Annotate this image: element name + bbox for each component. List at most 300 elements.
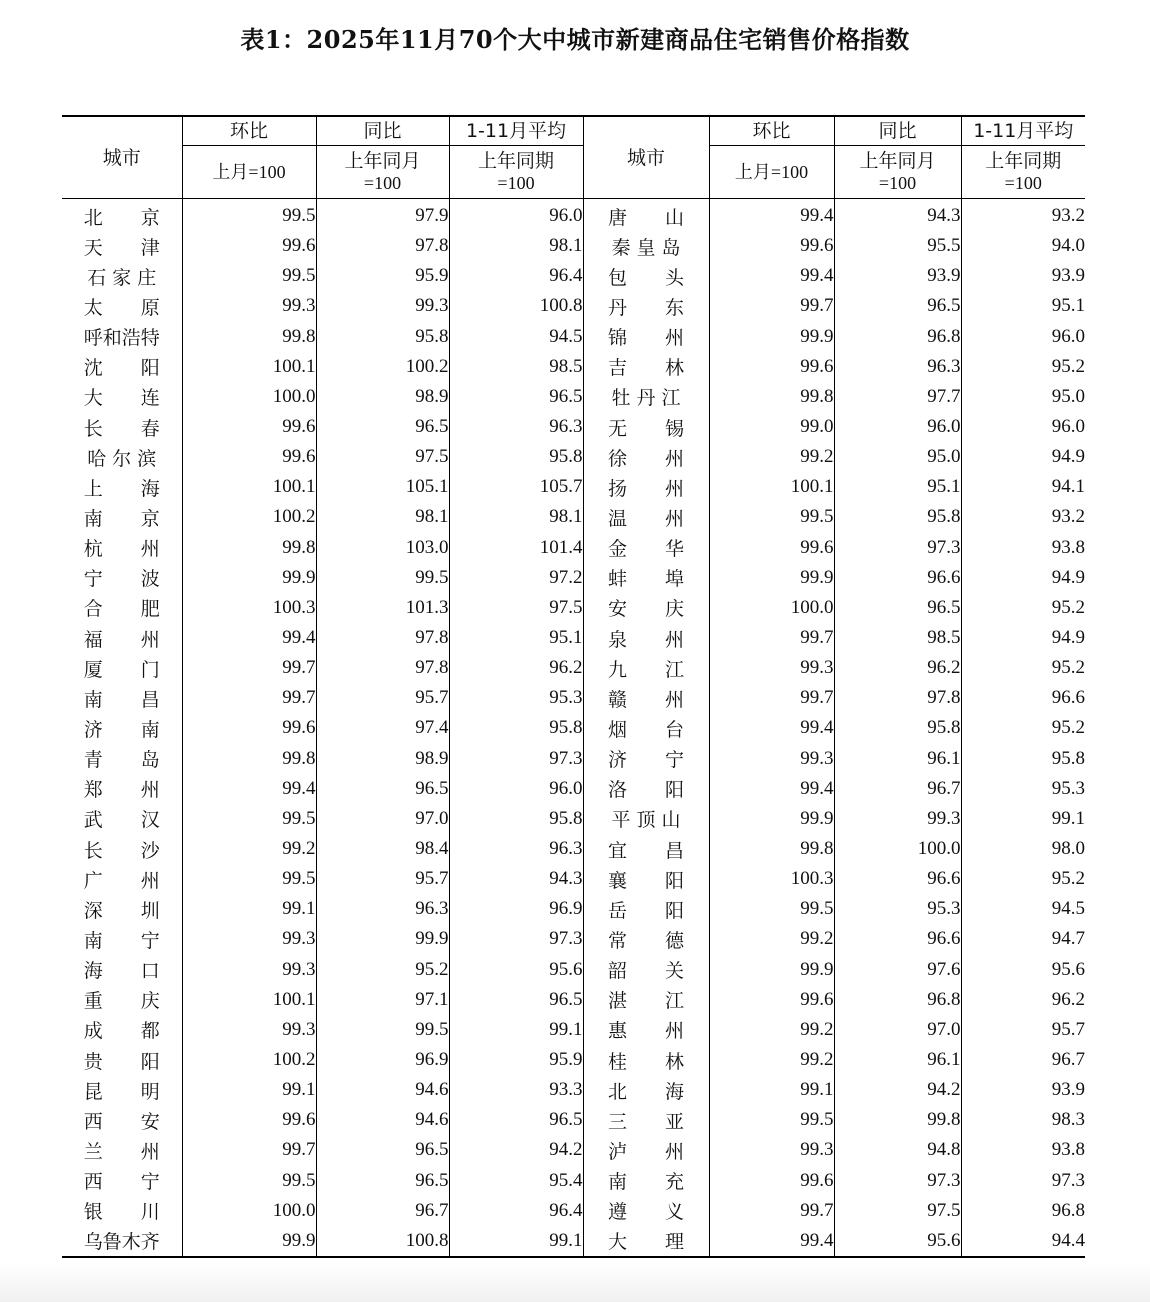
- cell-mom-right: 99.4: [709, 261, 834, 291]
- cell-city-right: 平 顶 山: [583, 804, 709, 834]
- cell-yoy-left: 97.9: [316, 199, 449, 232]
- cell-mom-left: 99.8: [182, 744, 316, 774]
- table-row: [62, 382, 1085, 412]
- cell-mom-right: 99.6: [709, 231, 834, 261]
- cell-yoy-right: 97.8: [834, 683, 961, 713]
- cell-yoy-left: 94.6: [316, 1075, 449, 1105]
- cell-city-left: 大 连: [83, 387, 160, 410]
- col-subheader-mom-left: 上月=100: [182, 146, 316, 199]
- cell-yoy-left: 105.1: [316, 472, 449, 502]
- cell-avg-left: 97.3: [449, 924, 583, 954]
- cell-avg-right: 93.9: [961, 261, 1085, 291]
- cell-avg-right: 95.2: [961, 864, 1085, 894]
- cell-mom-right: 99.0: [709, 412, 834, 442]
- cell-yoy-right: 95.8: [834, 713, 961, 743]
- cell-city-right: 安 庆: [583, 593, 709, 623]
- table-row: [62, 1226, 1085, 1257]
- cell-yoy-right: 96.6: [834, 563, 961, 593]
- page-title: 表1：2025年11月70个大中城市新建商品住宅销售价格指数: [240, 25, 910, 54]
- cell-city-left: 杭 州: [83, 538, 160, 561]
- cell-yoy-left: 97.4: [316, 713, 449, 743]
- cell-avg-left: 96.0: [449, 774, 583, 804]
- cell-avg-left: 96.4: [449, 1196, 583, 1226]
- cell-yoy-right: 94.2: [834, 1075, 961, 1105]
- cell-city-right: 济 宁: [583, 744, 709, 774]
- cell-avg-left: 95.8: [449, 442, 583, 472]
- col-subheader-yoy-left: 上年同月 =100: [316, 146, 449, 199]
- cell-mom-right: 99.4: [709, 774, 834, 804]
- cell-city-right: 遵 义: [583, 1196, 709, 1226]
- table-row: [62, 199, 1085, 232]
- cell-yoy-left: 99.3: [316, 291, 449, 321]
- cell-mom-right: 99.4: [709, 713, 834, 743]
- cell-yoy-right: 95.8: [834, 502, 961, 532]
- cell-yoy-right: 96.6: [834, 924, 961, 954]
- col-header-city-left: 城市: [62, 116, 182, 199]
- cell-yoy-left: 95.7: [316, 864, 449, 894]
- cell-avg-right: 95.8: [961, 744, 1085, 774]
- cell-city-left: 乌鲁木齐: [83, 1231, 160, 1254]
- cell-mom-right: 99.2: [709, 924, 834, 954]
- cell-mom-right: 100.0: [709, 593, 834, 623]
- cell-city-left: 重 庆: [83, 990, 160, 1013]
- cell-mom-right: 99.3: [709, 744, 834, 774]
- cell-yoy-left: 98.4: [316, 834, 449, 864]
- cell-mom-left: 99.1: [182, 894, 316, 924]
- cell-yoy-right: 96.1: [834, 744, 961, 774]
- cell-mom-right: 99.7: [709, 683, 834, 713]
- table-row: [62, 231, 1085, 261]
- table-row: [62, 804, 1085, 834]
- cell-mom-right: 99.6: [709, 1166, 834, 1196]
- cell-yoy-left: 97.0: [316, 804, 449, 834]
- cell-avg-left: 97.3: [449, 744, 583, 774]
- table-row: [62, 442, 1085, 472]
- cell-avg-left: 95.9: [449, 1045, 583, 1075]
- table-row: [62, 744, 1085, 774]
- cell-mom-right: 99.7: [709, 1196, 834, 1226]
- cell-city-right: 温 州: [583, 502, 709, 532]
- cell-avg-left: 99.1: [449, 1015, 583, 1045]
- cell-mom-right: 99.1: [709, 1075, 834, 1105]
- cell-avg-right: 95.7: [961, 1015, 1085, 1045]
- cell-yoy-left: 97.8: [316, 623, 449, 653]
- cell-yoy-left: 98.1: [316, 502, 449, 532]
- cell-yoy-left: 99.5: [316, 1015, 449, 1045]
- cell-avg-left: 94.2: [449, 1135, 583, 1165]
- cell-mom-left: 99.6: [182, 412, 316, 442]
- cell-city-left: 广 州: [83, 869, 160, 892]
- cell-city-left: 福 州: [83, 628, 160, 651]
- cell-yoy-right: 98.5: [834, 623, 961, 653]
- cell-avg-left: 96.5: [449, 1105, 583, 1135]
- cell-mom-left: 100.1: [182, 472, 316, 502]
- cell-mom-left: 99.7: [182, 683, 316, 713]
- cell-avg-right: 94.5: [961, 894, 1085, 924]
- cell-city-right: 韶 关: [583, 955, 709, 985]
- cell-yoy-right: 95.5: [834, 231, 961, 261]
- table-row: [62, 352, 1085, 382]
- cell-avg-left: 99.1: [449, 1226, 583, 1257]
- table-row: [62, 472, 1085, 502]
- cell-city-left: 长 春: [83, 417, 160, 440]
- cell-city-right: 金 华: [583, 533, 709, 563]
- cell-yoy-left: 95.8: [316, 322, 449, 352]
- cell-yoy-right: 96.8: [834, 322, 961, 352]
- cell-mom-right: 99.6: [709, 985, 834, 1015]
- cell-yoy-left: 96.5: [316, 1166, 449, 1196]
- cell-city-right: 宜 昌: [583, 834, 709, 864]
- cell-yoy-right: 97.0: [834, 1015, 961, 1045]
- cell-city-left: 成 都: [83, 1020, 160, 1043]
- cell-avg-left: 95.8: [449, 713, 583, 743]
- cell-yoy-left: 95.2: [316, 955, 449, 985]
- cell-avg-right: 94.9: [961, 563, 1085, 593]
- cell-mom-left: 99.7: [182, 653, 316, 683]
- cell-mom-right: 99.7: [709, 623, 834, 653]
- cell-avg-right: 96.7: [961, 1045, 1085, 1075]
- cell-avg-right: 95.1: [961, 291, 1085, 321]
- cell-city-left: 长 沙: [83, 839, 160, 862]
- cell-city-right: 桂 林: [583, 1045, 709, 1075]
- cell-city-left: 济 南: [83, 718, 160, 741]
- cell-mom-right: 100.3: [709, 864, 834, 894]
- cell-yoy-right: 95.6: [834, 1226, 961, 1257]
- cell-city-left: 天 津: [83, 236, 160, 259]
- cell-yoy-right: 96.1: [834, 1045, 961, 1075]
- cell-yoy-right: 97.5: [834, 1196, 961, 1226]
- cell-mom-left: 99.5: [182, 199, 316, 232]
- cell-avg-left: 96.3: [449, 412, 583, 442]
- cell-city-right: 北 海: [583, 1075, 709, 1105]
- cell-city-left: 武 汉: [83, 809, 160, 832]
- col-header-yoy-right: 同比: [834, 116, 961, 146]
- table-row: [62, 774, 1085, 804]
- col-subheader-mom-right: 上月=100: [709, 146, 834, 199]
- cell-city-right: 大 理: [583, 1226, 709, 1257]
- table-row: [62, 261, 1085, 291]
- col-header-city-right: 城市: [583, 116, 709, 199]
- cell-yoy-left: 99.9: [316, 924, 449, 954]
- cell-city-right: 蚌 埠: [583, 563, 709, 593]
- table-row: [62, 533, 1085, 563]
- cell-avg-right: 96.6: [961, 683, 1085, 713]
- cell-city-left: 石 家 庄: [87, 266, 157, 289]
- cell-mom-right: 99.3: [709, 653, 834, 683]
- cell-avg-right: 93.9: [961, 1075, 1085, 1105]
- cell-mom-right: 100.1: [709, 472, 834, 502]
- cell-avg-right: 93.8: [961, 533, 1085, 563]
- cell-yoy-right: 94.3: [834, 199, 961, 232]
- cell-yoy-left: 96.5: [316, 1135, 449, 1165]
- cell-city-right: 锦 州: [583, 322, 709, 352]
- table-row: [62, 864, 1085, 894]
- cell-city-left: 银 川: [83, 1201, 160, 1224]
- cell-yoy-left: 101.3: [316, 593, 449, 623]
- cell-mom-left: 99.5: [182, 261, 316, 291]
- cell-mom-right: 99.7: [709, 291, 834, 321]
- cell-yoy-left: 100.8: [316, 1226, 449, 1257]
- cell-mom-right: 99.5: [709, 894, 834, 924]
- cell-avg-right: 93.2: [961, 199, 1085, 232]
- cell-yoy-right: 96.7: [834, 774, 961, 804]
- cell-mom-left: 99.7: [182, 1135, 316, 1165]
- table-body: [62, 199, 1085, 1257]
- col-subheader-avg-right: 上年同期 =100: [961, 146, 1085, 199]
- table-row: [62, 593, 1085, 623]
- cell-city-left: 青 岛: [83, 749, 160, 772]
- cell-yoy-right: 96.6: [834, 864, 961, 894]
- cell-avg-right: 98.0: [961, 834, 1085, 864]
- cell-city-left: 哈 尔 滨: [87, 447, 157, 470]
- cell-avg-right: 96.2: [961, 985, 1085, 1015]
- cell-yoy-right: 97.3: [834, 1166, 961, 1196]
- cell-city-right: 无 锡: [583, 412, 709, 442]
- table-row: [62, 1166, 1085, 1196]
- cell-mom-left: 100.2: [182, 1045, 316, 1075]
- table-row: [62, 1135, 1085, 1165]
- cell-avg-right: 96.0: [961, 412, 1085, 442]
- cell-mom-left: 100.0: [182, 382, 316, 412]
- cell-yoy-right: 100.0: [834, 834, 961, 864]
- cell-city-right: 湛 江: [583, 985, 709, 1015]
- cell-avg-left: 93.3: [449, 1075, 583, 1105]
- cell-city-right: 唐 山: [583, 199, 709, 232]
- cell-city-left: 合 肥: [83, 598, 160, 621]
- cell-yoy-left: 95.7: [316, 683, 449, 713]
- cell-mom-right: 99.9: [709, 563, 834, 593]
- cell-mom-right: 99.2: [709, 1015, 834, 1045]
- cell-mom-left: 99.5: [182, 864, 316, 894]
- cell-mom-left: 99.3: [182, 1015, 316, 1045]
- table-row: [62, 412, 1085, 442]
- cell-yoy-left: 96.5: [316, 412, 449, 442]
- table-row: [62, 894, 1085, 924]
- cell-mom-right: 99.2: [709, 1045, 834, 1075]
- table-row: [62, 834, 1085, 864]
- cell-avg-left: 95.4: [449, 1166, 583, 1196]
- cell-yoy-left: 96.3: [316, 894, 449, 924]
- cell-mom-left: 99.4: [182, 623, 316, 653]
- cell-avg-right: 97.3: [961, 1166, 1085, 1196]
- cell-city-left: 上 海: [83, 477, 160, 500]
- cell-avg-left: 97.2: [449, 563, 583, 593]
- cell-avg-left: 100.8: [449, 291, 583, 321]
- cell-city-left: 南 京: [83, 507, 160, 530]
- table-row: [62, 955, 1085, 985]
- cell-yoy-left: 96.5: [316, 774, 449, 804]
- cell-city-right: 三 亚: [583, 1105, 709, 1135]
- cell-mom-left: 99.3: [182, 924, 316, 954]
- cell-mom-right: 99.8: [709, 382, 834, 412]
- cell-mom-right: 99.5: [709, 1105, 834, 1135]
- cell-yoy-right: 96.3: [834, 352, 961, 382]
- cell-avg-left: 96.4: [449, 261, 583, 291]
- cell-yoy-left: 100.2: [316, 352, 449, 382]
- cell-city-left: 海 口: [83, 960, 160, 983]
- table-row: [62, 1075, 1085, 1105]
- cell-yoy-left: 97.5: [316, 442, 449, 472]
- cell-mom-right: 99.8: [709, 834, 834, 864]
- cell-avg-right: 95.6: [961, 955, 1085, 985]
- cell-city-right: 赣 州: [583, 683, 709, 713]
- page-bottom-shade: [0, 1262, 1150, 1302]
- cell-yoy-right: 93.9: [834, 261, 961, 291]
- cell-yoy-right: 94.8: [834, 1135, 961, 1165]
- cell-avg-left: 96.2: [449, 653, 583, 683]
- cell-mom-left: 99.5: [182, 1166, 316, 1196]
- cell-avg-left: 95.6: [449, 955, 583, 985]
- cell-city-right: 扬 州: [583, 472, 709, 502]
- table-row: [62, 502, 1085, 532]
- col-header-avg-left: 1-11月平均: [449, 116, 583, 146]
- cell-mom-left: 99.9: [182, 563, 316, 593]
- cell-mom-right: 99.9: [709, 955, 834, 985]
- cell-city-left: 宁 波: [83, 568, 160, 591]
- cell-avg-left: 95.3: [449, 683, 583, 713]
- cell-city-left: 西 安: [83, 1110, 160, 1133]
- cell-avg-right: 94.7: [961, 924, 1085, 954]
- cell-yoy-right: 96.8: [834, 985, 961, 1015]
- cell-avg-left: 97.5: [449, 593, 583, 623]
- table-row: [62, 924, 1085, 954]
- cell-city-left: 深 圳: [83, 899, 160, 922]
- cell-yoy-right: 95.1: [834, 472, 961, 502]
- cell-city-right: 泸 州: [583, 1135, 709, 1165]
- cell-city-right: 常 德: [583, 924, 709, 954]
- cell-city-right: 洛 阳: [583, 774, 709, 804]
- cell-city-right: 烟 台: [583, 713, 709, 743]
- cell-city-left: 昆 明: [83, 1080, 160, 1103]
- cell-yoy-right: 99.3: [834, 804, 961, 834]
- cell-city-left: 厦 门: [83, 658, 160, 681]
- cell-mom-right: 99.3: [709, 1135, 834, 1165]
- cell-mom-left: 99.6: [182, 442, 316, 472]
- cell-city-left: 沈 阳: [83, 357, 160, 380]
- table-row: [62, 683, 1085, 713]
- cell-mom-left: 99.1: [182, 1075, 316, 1105]
- cell-city-right: 襄 阳: [583, 864, 709, 894]
- cell-avg-left: 95.8: [449, 804, 583, 834]
- cell-city-right: 南 充: [583, 1166, 709, 1196]
- table-row: [62, 985, 1085, 1015]
- cell-avg-right: 96.0: [961, 322, 1085, 352]
- cell-yoy-left: 99.5: [316, 563, 449, 593]
- cell-avg-left: 101.4: [449, 533, 583, 563]
- col-header-mom-right: 环比: [709, 116, 834, 146]
- cell-city-right: 牡 丹 江: [583, 382, 709, 412]
- table-row: [62, 623, 1085, 653]
- cell-avg-right: 95.3: [961, 774, 1085, 804]
- cell-yoy-left: 95.9: [316, 261, 449, 291]
- cell-mom-left: 100.3: [182, 593, 316, 623]
- cell-mom-left: 99.8: [182, 322, 316, 352]
- cell-mom-left: 99.6: [182, 713, 316, 743]
- cell-mom-right: 99.4: [709, 199, 834, 232]
- cell-mom-left: 99.4: [182, 774, 316, 804]
- cell-mom-right: 99.4: [709, 1226, 834, 1257]
- cell-avg-left: 94.5: [449, 322, 583, 352]
- cell-yoy-right: 96.5: [834, 593, 961, 623]
- col-subheader-yoy-right: 上年同月 =100: [834, 146, 961, 199]
- cell-city-right: 惠 州: [583, 1015, 709, 1045]
- cell-yoy-left: 96.9: [316, 1045, 449, 1075]
- col-header-avg-right: 1-11月平均: [961, 116, 1085, 146]
- table-row: [62, 1196, 1085, 1226]
- cell-mom-left: 100.1: [182, 352, 316, 382]
- table-row: [62, 1015, 1085, 1045]
- cell-mom-left: 99.3: [182, 291, 316, 321]
- cell-avg-right: 95.2: [961, 593, 1085, 623]
- cell-avg-right: 98.3: [961, 1105, 1085, 1135]
- cell-city-right: 泉 州: [583, 623, 709, 653]
- cell-mom-left: 100.2: [182, 502, 316, 532]
- cell-yoy-right: 96.0: [834, 412, 961, 442]
- table-row: [62, 1045, 1085, 1075]
- cell-yoy-right: 97.3: [834, 533, 961, 563]
- cell-yoy-right: 95.3: [834, 894, 961, 924]
- cell-avg-right: 93.8: [961, 1135, 1085, 1165]
- cell-avg-right: 96.8: [961, 1196, 1085, 1226]
- cell-mom-right: 99.9: [709, 804, 834, 834]
- cell-avg-left: 98.1: [449, 502, 583, 532]
- cell-mom-left: 99.2: [182, 834, 316, 864]
- cell-avg-left: 95.1: [449, 623, 583, 653]
- col-header-mom-left: 环比: [182, 116, 316, 146]
- cell-city-left: 贵 阳: [83, 1050, 160, 1073]
- cell-yoy-left: 96.7: [316, 1196, 449, 1226]
- cell-mom-right: 99.6: [709, 533, 834, 563]
- cell-mom-left: 99.5: [182, 804, 316, 834]
- cell-avg-left: 96.5: [449, 985, 583, 1015]
- cell-mom-right: 99.6: [709, 352, 834, 382]
- cell-city-right: 岳 阳: [583, 894, 709, 924]
- cell-city-left: 南 宁: [83, 929, 160, 952]
- cell-city-right: 九 江: [583, 653, 709, 683]
- table-header: [62, 116, 1085, 199]
- price-index-table: [62, 115, 1085, 1258]
- cell-yoy-right: 99.8: [834, 1105, 961, 1135]
- cell-mom-left: 99.8: [182, 533, 316, 563]
- cell-city-right: 包 头: [583, 261, 709, 291]
- cell-city-left: 郑 州: [83, 779, 160, 802]
- table-row: [62, 322, 1085, 352]
- cell-avg-right: 94.9: [961, 442, 1085, 472]
- cell-mom-left: 99.3: [182, 955, 316, 985]
- cell-mom-right: 99.2: [709, 442, 834, 472]
- cell-mom-left: 99.9: [182, 1226, 316, 1257]
- cell-city-right: 秦 皇 岛: [583, 231, 709, 261]
- cell-avg-right: 94.0: [961, 231, 1085, 261]
- cell-city-right: 徐 州: [583, 442, 709, 472]
- table-row: [62, 713, 1085, 743]
- cell-avg-right: 94.9: [961, 623, 1085, 653]
- table-row: [62, 563, 1085, 593]
- cell-city-left: 西 宁: [83, 1171, 160, 1194]
- cell-yoy-left: 97.8: [316, 653, 449, 683]
- cell-city-left: 太 原: [83, 296, 160, 319]
- cell-avg-right: 95.2: [961, 653, 1085, 683]
- cell-yoy-left: 94.6: [316, 1105, 449, 1135]
- cell-avg-left: 94.3: [449, 864, 583, 894]
- cell-avg-right: 99.1: [961, 804, 1085, 834]
- col-subheader-avg-left: 上年同期 =100: [449, 146, 583, 199]
- cell-yoy-left: 97.1: [316, 985, 449, 1015]
- col-header-yoy-left: 同比: [316, 116, 449, 146]
- cell-avg-left: 105.7: [449, 472, 583, 502]
- cell-city-right: 丹 东: [583, 291, 709, 321]
- cell-avg-right: 93.2: [961, 502, 1085, 532]
